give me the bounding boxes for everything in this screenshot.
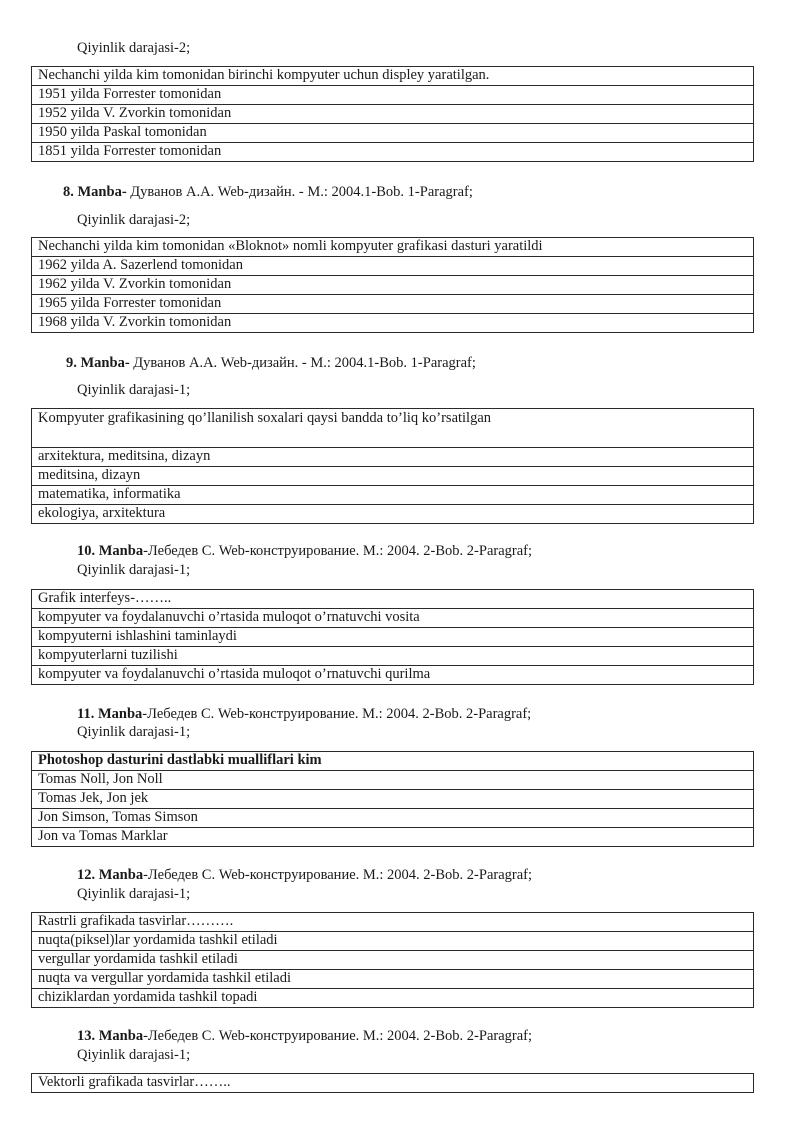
answer-cell: chiziklardan yordamida tashkil topadi: [32, 989, 754, 1008]
answer-cell: nuqta va vergullar yordamida tashkil etiladi: [32, 970, 754, 989]
question-table-12: [31, 912, 754, 1008]
source-number: 8. Manba-: [63, 184, 127, 200]
answer-row: [32, 467, 754, 486]
question-row: [32, 590, 754, 609]
answer-row: [32, 143, 754, 162]
answer-cell: Tomas Noll, Jon Noll: [32, 771, 754, 790]
question-table-11: [31, 751, 754, 847]
answer-row: [32, 105, 754, 124]
question-cell: Nechanchi yilda kim tomonidan birinchi kompyuter uchun displey yaratilgan.: [32, 67, 754, 86]
answer-cell: vergullar yordamida tashkil etiladi: [32, 951, 754, 970]
answer-cell: kompyuter va foydalanuvchi o’rtasida muloqot o’rnatuvchi qurilma: [32, 666, 754, 685]
question-cell: Photoshop dasturini dastlabki mualliflari kim: [32, 752, 754, 771]
source-number: 13. Manba: [77, 1028, 144, 1044]
difficulty-label: Qiyinlik darajasi-1;: [77, 886, 191, 902]
answer-row: [32, 951, 754, 970]
answer-cell: 1950 yilda Paskal tomonidan: [32, 124, 754, 143]
difficulty-label: Qiyinlik darajasi-1;: [77, 724, 191, 740]
answer-row: [32, 666, 754, 685]
question-row: [32, 752, 754, 771]
answer-cell: Tomas Jek, Jon jek: [32, 790, 754, 809]
answer-row: [32, 647, 754, 666]
answer-row: [32, 771, 754, 790]
question-cell: Rastrli grafikada tasvirlar……….: [32, 913, 754, 932]
answer-row: [32, 809, 754, 828]
answer-cell: 1851 yilda Forrester tomonidan: [32, 143, 754, 162]
answer-cell: Jon va Tomas Marklar: [32, 828, 754, 847]
source-line-13: [77, 1027, 532, 1045]
source-number: 11. Manba: [77, 706, 143, 722]
answer-row: [32, 276, 754, 295]
question-table-13: [31, 1073, 754, 1093]
question-cell: Kompyuter grafikasining qo’llanilish soxalari qaysi bandda to’liq ko’rsatilgan: [32, 409, 754, 448]
question-table-8: [31, 237, 754, 333]
answer-row: [32, 124, 754, 143]
question-table-9: [31, 408, 754, 524]
answer-row: [32, 828, 754, 847]
answer-row: [32, 295, 754, 314]
source-text: Дуванов А.А. Web-дизайн. - М.: 2004.1-Bob. 1-Paragraf;: [126, 184, 473, 200]
question-cell: Grafik interfeys-……..: [32, 590, 754, 609]
answer-cell: 1951 yilda Forrester tomonidan: [32, 86, 754, 105]
answer-row: [32, 448, 754, 467]
difficulty-label: Qiyinlik darajasi-1;: [77, 1047, 191, 1063]
answer-row: [32, 989, 754, 1008]
answer-cell: ekologiya, arxitektura: [32, 505, 754, 524]
question-table-1: [31, 66, 754, 162]
source-line-8: [63, 183, 473, 201]
answer-cell: matematika, informatika: [32, 486, 754, 505]
answer-row: [32, 486, 754, 505]
answer-cell: meditsina, dizayn: [32, 467, 754, 486]
difficulty-label: Qiyinlik darajasi-1;: [77, 562, 191, 578]
answer-cell: 1968 yilda V. Zvorkin tomonidan: [32, 314, 754, 333]
question-row: [32, 1074, 754, 1093]
answer-cell: nuqta(piksel)lar yordamida tashkil etiladi: [32, 932, 754, 951]
source-text: -Лебедев С. Web-конструирование. М.: 2004. 2-Bob. 2-Paragraf;: [143, 543, 533, 559]
answer-row: [32, 609, 754, 628]
answer-cell: kompyuterni ishlashini taminlaydi: [32, 628, 754, 647]
source-text: -Лебедев С. Web-конструирование. М.: 2004. 2-Bob. 2-Paragraf;: [142, 706, 532, 722]
source-text: Дуванов А.А. Web-дизайн. - М.: 2004.1-Bob. 1-Paragraf;: [129, 355, 476, 371]
source-text: -Лебедев С. Web-конструирование. М.: 2004. 2-Bob. 2-Paragraf;: [143, 1028, 533, 1044]
answer-cell: arxitektura, meditsina, dizayn: [32, 448, 754, 467]
question-cell: Vektorli grafikada tasvirlar……..: [32, 1074, 754, 1093]
answer-row: [32, 314, 754, 333]
answer-cell: 1965 yilda Forrester tomonidan: [32, 295, 754, 314]
question-table-10: [31, 589, 754, 685]
answer-row: [32, 86, 754, 105]
answer-cell: 1962 yilda A. Sazerlend tomonidan: [32, 257, 754, 276]
source-line-9: [66, 354, 476, 372]
source-line-12: [77, 866, 532, 884]
question-row: [32, 913, 754, 932]
answer-row: [32, 790, 754, 809]
question-cell: Nechanchi yilda kim tomonidan «Bloknot» nomli kompyuter grafikasi dasturi yaratildi: [32, 238, 754, 257]
answer-cell: 1952 yilda V. Zvorkin tomonidan: [32, 105, 754, 124]
difficulty-label: Qiyinlik darajasi-2;: [77, 40, 191, 56]
answer-cell: kompyuterlarni tuzilishi: [32, 647, 754, 666]
answer-cell: 1962 yilda V. Zvorkin tomonidan: [32, 276, 754, 295]
source-number: 12. Manba: [77, 867, 144, 883]
question-row: [32, 67, 754, 86]
answer-row: [32, 505, 754, 524]
answer-row: [32, 970, 754, 989]
source-number: 10. Manba: [77, 543, 144, 559]
source-text: -Лебедев С. Web-конструирование. М.: 2004. 2-Bob. 2-Paragraf;: [143, 867, 533, 883]
difficulty-label: Qiyinlik darajasi-2;: [77, 212, 191, 228]
question-row: [32, 409, 754, 448]
source-number: 9. Manba-: [66, 355, 130, 371]
answer-cell: Jon Simson, Tomas Simson: [32, 809, 754, 828]
answer-row: [32, 628, 754, 647]
source-line-10: [77, 542, 532, 560]
answer-cell: kompyuter va foydalanuvchi o’rtasida muloqot o’rnatuvchi vosita: [32, 609, 754, 628]
answer-row: [32, 932, 754, 951]
source-line-11: [77, 705, 531, 723]
question-row: [32, 238, 754, 257]
answer-row: [32, 257, 754, 276]
difficulty-label: Qiyinlik darajasi-1;: [77, 382, 191, 398]
